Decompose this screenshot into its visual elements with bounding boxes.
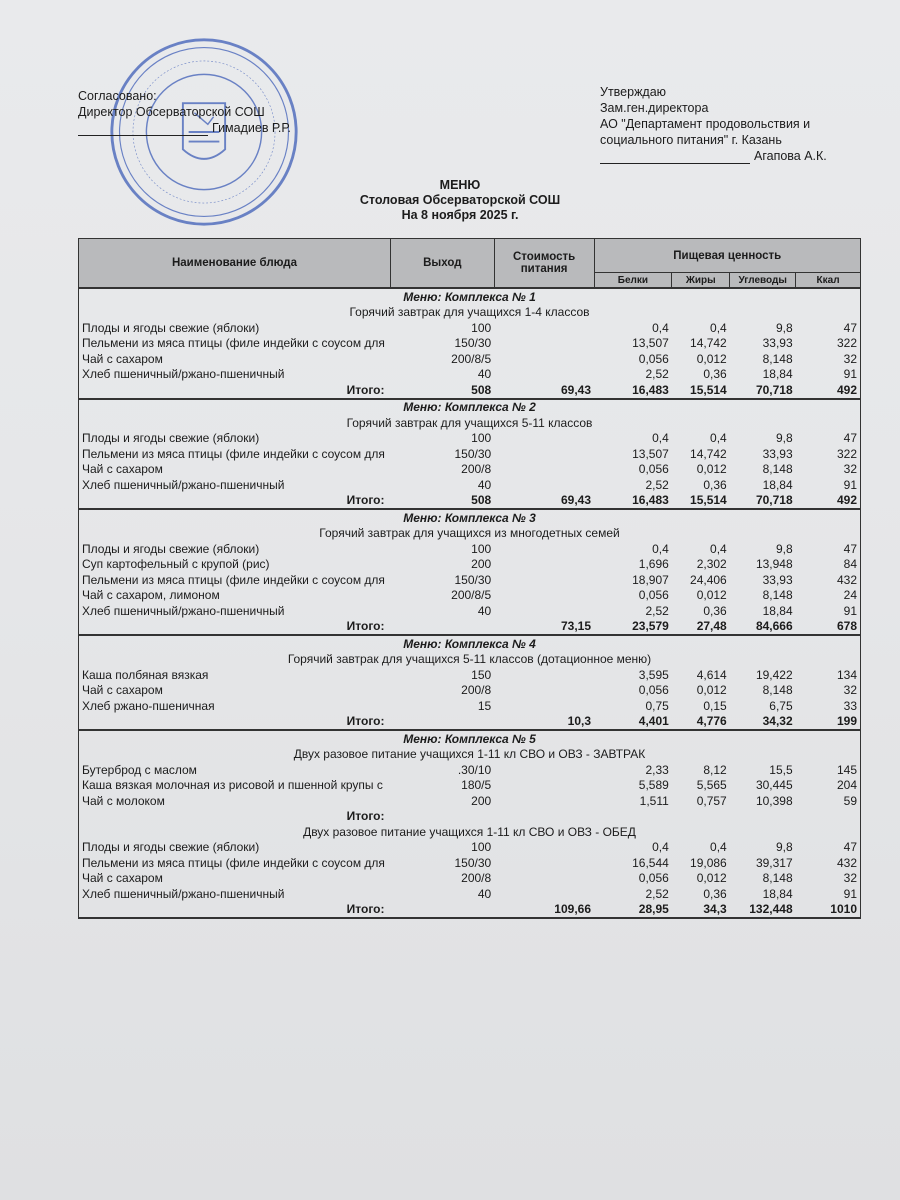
dish-yield: 150/30 [454,572,492,587]
dish-kcal: 24 [796,588,861,604]
total-protein [594,809,672,825]
dish-fat: 0,012 [696,351,727,366]
approval-left-signature-row [78,120,291,136]
dish-row [79,793,861,809]
total-yield [390,619,494,636]
dish-cost [494,572,594,588]
dish-carbs: 8,148 [762,871,793,886]
dish-cost [494,588,594,604]
header-dish-name: Наименование блюда [79,239,391,289]
dish-protein: 2,52 [645,367,669,382]
approval-right-org-line2: социального питания" г. Казань [600,133,782,147]
section-title-row [79,509,861,526]
dish-cost [494,855,594,871]
dish-carbs: 18,84 [762,603,793,618]
section-subtitle-row [79,305,861,321]
header-yield: Выход [390,239,494,289]
dish-row [79,683,861,699]
approval-right-signature-row [600,148,827,164]
dish-cost [494,557,594,573]
title-menu: МЕНЮ [439,178,481,192]
section-subtitle: Двух разовое питание учащихся 1-11 кл СВО и ОВЗ - ЗАВТРАК [79,747,861,763]
dish-fat: 0,012 [696,683,727,698]
approval-left-block [78,88,291,136]
title-date: На 8 ноября 2025 г. [401,208,519,222]
dish-name: Каша вязкая молочная из рисовой и пшенной крупы с [79,778,391,794]
dish-name: Чай с молоком [79,793,391,809]
dish-yield: 200/8 [461,683,492,698]
total-cost: 69,43 [560,382,591,397]
dish-fat: 5,565 [696,778,727,793]
dish-row [79,778,861,794]
total-yield: 508 [471,493,492,508]
dish-fat: 0,36 [703,367,727,382]
approval-right-block [600,84,827,164]
total-kcal [796,809,861,825]
dish-protein: 0,056 [638,462,669,477]
dish-carbs: 30,445 [755,778,793,793]
dish-cost [494,778,594,794]
dish-kcal: 47 [796,431,861,447]
total-cost: 10,3 [567,714,591,729]
dish-cost [494,477,594,493]
dish-yield: .30/10 [457,762,492,777]
dish-protein: 0,4 [652,431,669,446]
dish-carbs: 19,422 [755,667,793,682]
dish-row [79,477,861,493]
dish-cost [494,698,594,714]
dish-carbs: 9,8 [775,541,793,556]
dish-kcal: 47 [796,541,861,557]
section-subtitle-row [79,526,861,542]
dish-protein: 3,595 [638,667,669,682]
header-cost: Стоимость питания [494,239,594,289]
dish-name: Пельмени из мяса птицы (филе индейки с соусом для [79,855,391,871]
signature-line [78,123,208,136]
dish-cost [494,871,594,887]
section-subtitle-row [79,824,861,840]
dish-carbs: 18,84 [762,477,793,492]
dish-carbs: 8,148 [762,462,793,477]
dish-kcal: 59 [796,793,861,809]
dish-yield: 40 [477,367,492,382]
dish-protein: 13,507 [632,336,669,351]
dish-row [79,855,861,871]
dish-kcal: 134 [796,667,861,683]
dish-cost [494,840,594,856]
total-cost: 69,43 [560,493,591,508]
total-row [79,382,861,399]
total-kcal: 492 [796,493,861,510]
dish-row [79,462,861,478]
dish-name: Хлеб пшеничный/ржано-пшеничный [79,477,391,493]
dish-name: Хлеб ржано-пшеничная [79,698,391,714]
total-fat: 15,514 [690,382,727,397]
section-title-row [79,730,861,747]
dish-yield: 180/5 [461,778,492,793]
dish-carbs: 8,148 [762,351,793,366]
dish-yield: 40 [477,477,492,492]
approval-left-caption: Согласовано: [78,89,157,103]
section-subtitle: Горячий завтрак для учащихся 5-11 классов [79,415,861,431]
header-kcal: Ккал [796,273,861,289]
dish-protein: 0,4 [652,320,669,335]
total-cost: 109,66 [494,902,594,919]
approval-right-org-line1: АО "Департамент продовольствия и [600,117,811,131]
dish-name: Чай с сахаром [79,351,391,367]
total-row [79,619,861,636]
dish-name: Каша полбяная вязкая [79,667,391,683]
dish-row [79,698,861,714]
dish-protein: 16,544 [632,855,669,870]
dish-kcal: 322 [796,446,861,462]
dish-cost [494,336,594,352]
total-kcal: 199 [796,714,861,731]
dish-row [79,446,861,462]
dish-carbs: 15,5 [769,762,793,777]
total-fat: 27,48 [696,619,727,634]
menu-table-body [79,288,861,918]
dish-cost [494,367,594,383]
dish-cost [494,886,594,902]
dish-yield: 150/30 [454,446,492,461]
dish-carbs: 13,948 [755,557,793,572]
dish-name: Чай с сахаром, лимоном [79,588,391,604]
dish-cost [494,793,594,809]
dish-carbs: 9,8 [775,320,793,335]
section-title: Меню: Комплекса № 2 [79,399,861,416]
dish-kcal: 32 [796,462,861,478]
section-subtitle: Горячий завтрак для учащихся из многодетных семей [79,526,861,542]
dish-protein: 0,056 [638,871,669,886]
dish-protein: 1,511 [639,793,669,808]
dish-name: Хлеб пшеничный/ржано-пшеничный [79,367,391,383]
dish-kcal: 432 [796,572,861,588]
section-title: Меню: Комплекса № 4 [79,635,861,652]
total-carbs: 70,718 [755,493,793,508]
total-label: Итого: [79,809,391,825]
signature-line [600,151,750,164]
dish-row [79,572,861,588]
total-yield [390,902,494,919]
dish-cost [494,320,594,336]
total-row [79,902,861,919]
dish-fat: 0,4 [710,541,727,556]
dish-fat: 4,614 [696,667,727,682]
total-carbs: 84,666 [755,619,793,634]
dish-cost [494,541,594,557]
dish-protein: 2,33 [645,762,669,777]
dish-protein: 5,589 [638,778,669,793]
section-subtitle: Двух разовое питание учащихся 1-11 кл СВО и ОВЗ - ОБЕД [79,824,861,840]
dish-name: Пельмени из мяса птицы (филе индейки с соусом для [79,572,391,588]
approval-left-position: Директор Обсерваторской СОШ [78,105,265,119]
dish-name: Плоды и ягоды свежие (яблоки) [79,541,391,557]
total-label: Итого: [79,619,391,636]
total-fat: 34,3 [672,902,730,919]
total-fat: 15,514 [690,493,727,508]
menu-table [78,238,861,919]
dish-kcal: 33 [796,698,861,714]
dish-fat: 14,742 [690,446,727,461]
dish-row [79,320,861,336]
dish-yield: 200 [471,557,492,572]
total-kcal: 678 [796,619,861,636]
total-label: Итого: [79,714,391,731]
dish-name: Бутерброд с маслом [79,762,391,778]
dish-kcal: 432 [796,855,861,871]
dish-fat: 0,012 [696,871,727,886]
dish-yield: 100 [471,840,492,855]
dish-protein: 13,507 [632,446,669,461]
dish-name: Суп картофельный с крупой (рис) [79,557,391,573]
dish-cost [494,462,594,478]
section-subtitle-row [79,747,861,763]
total-row [79,493,861,510]
total-cost: 73,15 [560,619,591,634]
dish-cost [494,762,594,778]
total-label: Итого: [79,493,391,510]
header-nutrition: Пищевая ценность [594,239,861,273]
section-title-row [79,399,861,416]
section-title: Меню: Комплекса № 1 [79,288,861,305]
dish-carbs: 39,317 [755,855,793,870]
dish-name: Чай с сахаром [79,683,391,699]
total-protein: 4,401 [638,714,669,729]
dish-protein: 0,4 [652,840,669,855]
dish-name: Хлеб пшеничный/ржано-пшеничный [79,603,391,619]
dish-yield: 15 [477,698,492,713]
dish-yield: 100 [471,320,492,335]
dish-name: Плоды и ягоды свежие (яблоки) [79,840,391,856]
dish-protein: 1,696 [638,557,669,572]
dish-protein: 0,4 [652,541,669,556]
dish-yield: 200/8 [461,462,492,477]
dish-name: Хлеб пшеничный/ржано-пшеничный [79,886,391,902]
dish-carbs: 8,148 [762,683,793,698]
dish-row [79,541,861,557]
total-kcal: 1010 [796,902,861,919]
dish-name: Чай с сахаром [79,462,391,478]
total-protein: 28,95 [594,902,672,919]
total-carbs: 132,448 [730,902,796,919]
dish-name: Плоды и ягоды свежие (яблоки) [79,431,391,447]
dish-fat: 0,012 [696,462,727,477]
dish-cost [494,431,594,447]
title-canteen: Столовая Обсерваторской СОШ [359,193,561,207]
dish-protein: 2,52 [645,886,669,901]
dish-fat: 8,12 [703,762,727,777]
dish-carbs: 8,148 [762,588,793,603]
dish-protein: 0,056 [638,588,669,603]
dish-carbs: 33,93 [762,572,793,587]
dish-yield: 200 [471,793,492,808]
section-title: Меню: Комплекса № 5 [79,730,861,747]
dish-carbs: 6,75 [769,698,793,713]
dish-name: Пельмени из мяса птицы (филе индейки с соусом для [79,446,391,462]
dish-yield: 200/8/5 [451,588,492,603]
dish-name: Плоды и ягоды свежие (яблоки) [79,320,391,336]
dish-row [79,603,861,619]
total-label: Итого: [79,902,391,919]
dish-row [79,762,861,778]
dish-yield: 100 [471,541,492,556]
dish-kcal: 91 [796,367,861,383]
dish-cost [494,683,594,699]
dish-fat: 0,36 [703,477,727,492]
dish-fat: 0,757 [696,793,727,808]
total-carbs: 34,32 [762,714,793,729]
dish-kcal: 91 [796,886,861,902]
dish-protein: 0,056 [638,351,669,366]
dish-row [79,431,861,447]
total-label: Итого: [79,382,391,399]
dish-fat: 0,012 [696,588,727,603]
dish-yield: 200/8/5 [451,351,492,366]
dish-fat: 0,4 [710,431,727,446]
dish-carbs: 33,93 [762,336,793,351]
total-fat [672,809,730,825]
dish-fat: 2,302 [696,557,727,572]
dish-fat: 0,4 [710,320,727,335]
dish-carbs: 18,84 [762,367,793,382]
total-yield [390,714,494,731]
dish-yield: 200/8 [461,871,492,886]
dish-row [79,588,861,604]
dish-carbs: 9,8 [775,431,793,446]
dish-fat: 0,36 [703,886,727,901]
dish-row [79,840,861,856]
dish-row [79,667,861,683]
total-protein: 23,579 [632,619,669,634]
header-fat: Жиры [672,273,730,289]
dish-protein: 2,52 [645,603,669,618]
section-subtitle: Горячий завтрак для учащихся 5-11 классов (дотационное меню) [79,652,861,668]
dish-row [79,557,861,573]
document-title [300,178,620,223]
total-cost [494,809,594,825]
approval-right-caption: Утверждаю [600,85,667,99]
total-row [79,809,861,825]
total-row [79,714,861,731]
dish-carbs: 33,93 [762,446,793,461]
total-carbs [730,809,796,825]
dish-yield: 40 [477,603,492,618]
dish-fat: 24,406 [690,572,727,587]
dish-kcal: 145 [796,762,861,778]
dish-kcal: 84 [796,557,861,573]
dish-cost [494,603,594,619]
dish-carbs: 9,8 [775,840,793,855]
section-subtitle-row [79,415,861,431]
dish-yield: 150/30 [454,855,492,870]
dish-carbs: 18,84 [762,886,793,901]
dish-protein: 0,75 [645,698,669,713]
section-subtitle: Горячий завтрак для учащихся 1-4 классов [79,305,861,321]
dish-fat: 14,742 [690,336,727,351]
total-yield: 508 [471,382,492,397]
approval-left-signer: Гимадиев Р.Р. [212,121,291,135]
dish-fat: 0,15 [703,698,727,713]
dish-kcal: 47 [796,840,861,856]
section-title-row [79,635,861,652]
approval-right-signer: Агапова А.К. [754,149,827,163]
header-protein: Белки [594,273,672,289]
header-carbs: Углеводы [730,273,796,289]
dish-protein: 0,056 [638,683,669,698]
dish-fat: 0,4 [710,840,727,855]
dish-kcal: 32 [796,683,861,699]
dish-kcal: 322 [796,336,861,352]
dish-row [79,367,861,383]
dish-protein: 2,52 [645,477,669,492]
dish-row [79,886,861,902]
dish-cost [494,351,594,367]
dish-kcal: 32 [796,871,861,887]
dish-yield: 150/30 [454,336,492,351]
dish-fat: 0,36 [703,603,727,618]
dish-kcal: 32 [796,351,861,367]
dish-row [79,336,861,352]
dish-cost [494,667,594,683]
dish-protein: 18,907 [632,572,669,587]
section-title-row [79,288,861,305]
dish-kcal: 91 [796,603,861,619]
dish-name: Пельмени из мяса птицы (филе индейки с соусом для [79,336,391,352]
total-yield [390,809,494,825]
approval-right-position: Зам.ген.директора [600,101,709,115]
total-protein: 16,483 [632,382,669,397]
total-carbs: 70,718 [755,382,793,397]
dish-name: Чай с сахаром [79,871,391,887]
section-subtitle-row [79,652,861,668]
dish-row [79,871,861,887]
dish-kcal: 204 [796,778,861,794]
total-fat: 4,776 [696,714,727,729]
dish-cost [494,446,594,462]
dish-yield: 150 [471,667,492,682]
dish-kcal: 91 [796,477,861,493]
dish-yield: 100 [471,431,492,446]
dish-kcal: 47 [796,320,861,336]
section-title: Меню: Комплекса № 3 [79,509,861,526]
dish-carbs: 10,398 [755,793,793,808]
dish-fat: 19,086 [690,855,727,870]
total-kcal: 492 [796,382,861,399]
dish-row [79,351,861,367]
dish-yield: 40 [477,886,492,901]
total-protein: 16,483 [632,493,669,508]
